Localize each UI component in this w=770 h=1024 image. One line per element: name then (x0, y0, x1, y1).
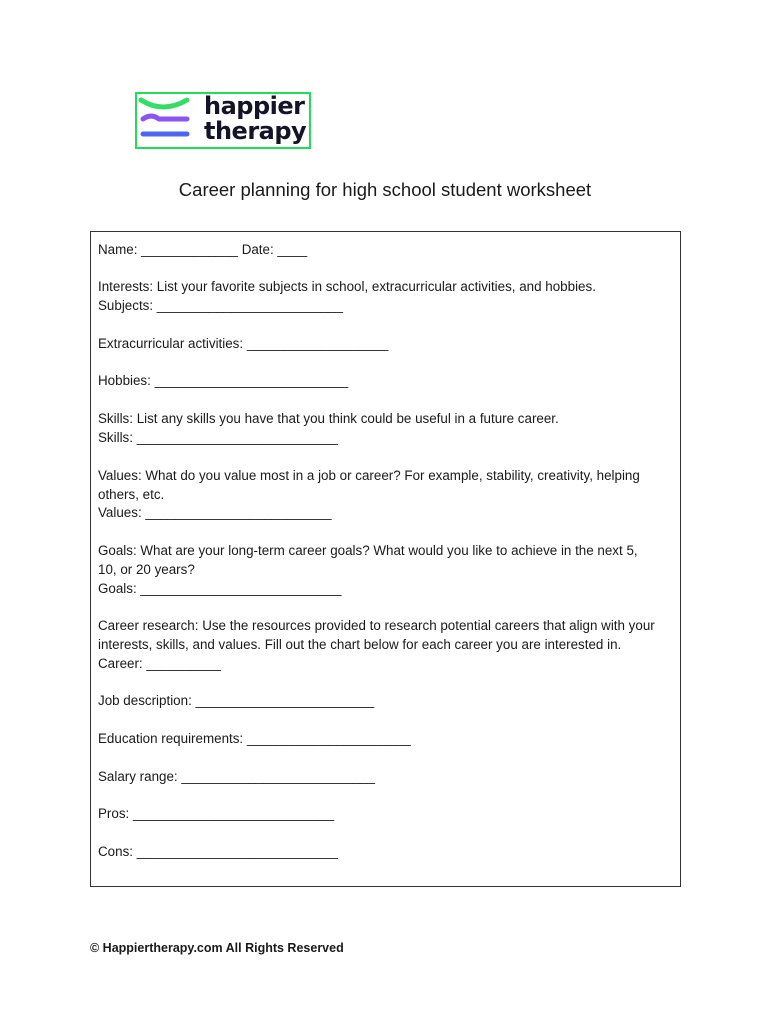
skills-line: Skills: ___________________________ (98, 430, 338, 445)
career-research-prompt: Career research: Use the resources provided to research potential careers that align with your (98, 618, 655, 633)
logo-word-happier: happier (204, 92, 305, 120)
goals-prompt: Goals: What are your long-term career goals? What would you like to achieve in the next 5, (98, 543, 638, 558)
values-prompt-cont: others, etc. (98, 487, 165, 502)
career-research-prompt-cont: interests, skills, and values. Fill out the chart below for each career you are interested in. (98, 637, 622, 652)
happier-therapy-logo (135, 92, 311, 149)
cons-line: Cons: ___________________________ (98, 844, 338, 859)
name-date-line: Name: _____________ Date: ____ (98, 242, 308, 257)
goals-prompt-cont: 10, or 20 years? (98, 562, 195, 577)
skills-prompt: Skills: List any skills you have that you think could be useful in a future career. (98, 411, 559, 426)
interests-prompt: Interests: List your favorite subjects in school, extracurricular activities, and hobbies. (98, 279, 596, 294)
values-line: Values: _________________________ (98, 505, 332, 520)
hobbies-line: Hobbies: __________________________ (98, 373, 349, 388)
copyright-footer: © Happiertherapy.com All Rights Reserved (90, 941, 344, 955)
job-description-line: Job description: ________________________ (98, 693, 375, 708)
career-line: Career: __________ (98, 656, 221, 671)
extracurricular-line: Extracurricular activities: ___________________ (98, 336, 389, 351)
goals-line: Goals: ___________________________ (98, 581, 342, 596)
education-requirements-line: Education requirements: ______________________ (98, 731, 411, 746)
salary-range-line: Salary range: __________________________ (98, 769, 375, 784)
worksheet-form-box (90, 231, 681, 887)
subjects-line: Subjects: _________________________ (98, 298, 343, 313)
pros-line: Pros: ___________________________ (98, 806, 335, 821)
values-prompt: Values: What do you value most in a job or career? For example, stability, creativity, helping (98, 468, 640, 483)
page-title: Career planning for high school student worksheet (178, 179, 592, 200)
logo-word-therapy: therapy (204, 117, 307, 145)
